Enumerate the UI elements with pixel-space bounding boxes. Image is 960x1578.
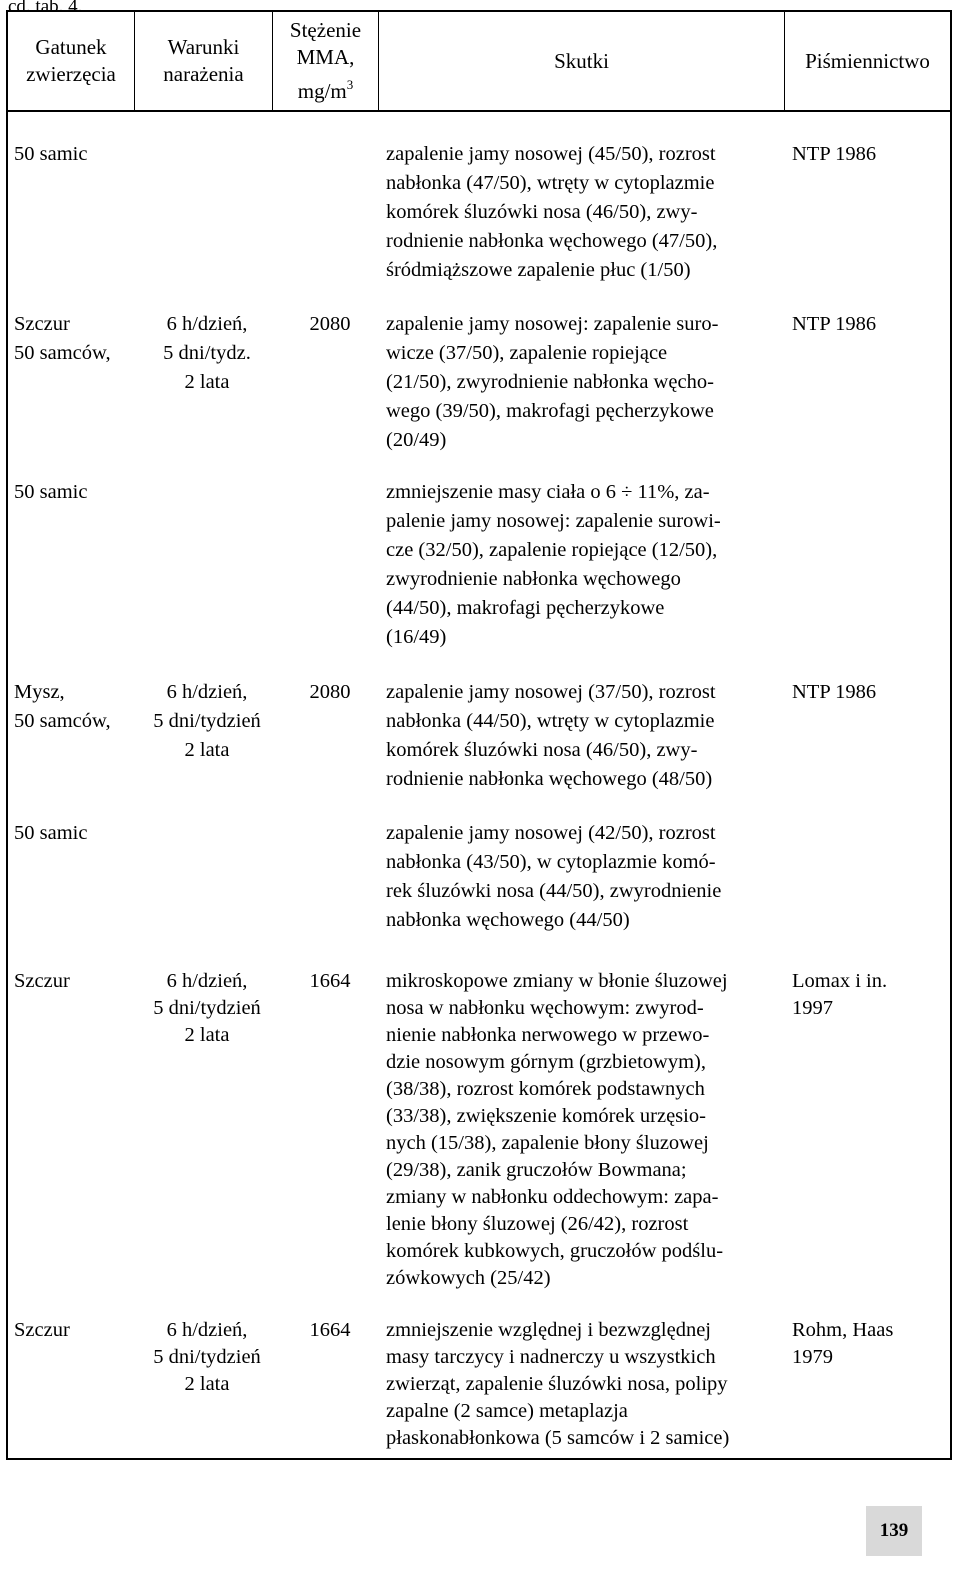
cell-conditions: 6 h/dzień, 5 dni/tydzień 2 lata <box>153 681 261 761</box>
cell-references: Rohm, Haas 1979 <box>792 1319 894 1368</box>
cell-species: 50 samic <box>14 822 88 844</box>
header-concentration <box>273 12 378 110</box>
cell-effects: zmniejszenie masy ciała o 6 ÷ 11%, za- palenie jamy nosowej: zapalenie surowi- cze (32/50), zapalenie ropiejące (12/50), zwyrodnienie nabłonka węchowego (44/50), makrofagi pęcherzykowe (16/49) <box>386 481 721 648</box>
cell-effects: zmniejszenie względnej i bezwzględnej masy tarczycy i nadnerczy u wszystkich zwierząt, zapalenie śluzówki nosa, polipy zapalne (2 samce) metaplazja płaskonabłonkowa (5 samców i 2 samice) <box>386 1319 730 1449</box>
cell-effects: zapalenie jamy nosowej: zapalenie suro- wicze (37/50), zapalenie ropiejące (21/50), zwyrodnienie nabłonka węcho- wego (39/50), makrofagi pęcherzykowe (20/49) <box>386 313 719 451</box>
cell-species: Mysz, 50 samców, <box>14 681 111 732</box>
table-caption: cd. tab. 4. <box>8 0 83 17</box>
cell-species: Szczur <box>14 970 70 992</box>
header-concentration-text: Stężenie MMA, mg/m <box>289 18 362 103</box>
cell-species: Szczur <box>14 1319 70 1341</box>
header-divider <box>6 110 952 112</box>
header-conditions: Warunki narażenia <box>163 35 244 86</box>
header-effects: Skutki <box>554 48 609 73</box>
cell-references: NTP 1986 <box>792 681 877 703</box>
cell-concentration: 1664 <box>309 970 351 992</box>
page-number: 139 <box>866 1506 922 1556</box>
cell-concentration: 2080 <box>309 313 351 335</box>
header-concentration-exponent: 3 <box>346 77 354 92</box>
cell-references: NTP 1986 <box>792 143 877 165</box>
cell-conditions: 6 h/dzień, 5 dni/tydzień 2 lata <box>153 970 261 1046</box>
cell-species: 50 samic <box>14 143 88 165</box>
cell-effects: zapalenie jamy nosowej (42/50), rozrost nabłonka (43/50), w cytoplazmie komó- rek śluzówki nosa (44/50), zwyrodnienie nabłonka węchowego (44/50) <box>386 822 722 931</box>
cell-effects: zapalenie jamy nosowej (45/50), rozrost nabłonka (47/50), wtręty w cytoplazmie komórek śluzówki nosa (46/50), zwy- rodnienie nabłonka węchowego (47/50), śródmiąższowe zapalenie płuc (1/50) <box>386 143 718 281</box>
cell-species: Szczur 50 samców, <box>14 313 111 364</box>
header-species: Gatunek zwierzęcia <box>26 35 116 86</box>
cell-concentration: 2080 <box>309 681 351 703</box>
cell-conditions: 6 h/dzień, 5 dni/tydzień 2 lata <box>153 1319 261 1395</box>
cell-effects: mikroskopowe zmiany w błonie śluzowej nosa w nabłonku węchowym: zwyrod- nienie nabłonka nerwowego w przewo- dzie nosowym górnym (grzbietowym), (38/38), rozrost komórek podstawnych (33/38), zwiększenie komórek urzęsio- nych (15/38), zapalenie błony śluzowej (29/38), zanik gruczołów Bowmana; zmiany w nabłonku oddechowym: zapa- lenie błony śluzowej (26/42), rozrost komórek kubkowych, gruczołów podślu- zówkowych (25/42) <box>386 970 728 1289</box>
cell-concentration: 1664 <box>309 1319 351 1341</box>
cell-species: 50 samic <box>14 481 88 503</box>
cell-effects: zapalenie jamy nosowej (37/50), rozrost nabłonka (44/50), wtręty w cytoplazmie komórek śluzówki nosa (46/50), zwy- rodnienie nabłonka węchowego (48/50) <box>386 681 716 790</box>
header-references: Piśmiennictwo <box>805 48 930 73</box>
cell-references: NTP 1986 <box>792 313 877 335</box>
cell-conditions: 6 h/dzień, 5 dni/tydz. 2 lata <box>163 313 251 393</box>
cell-references: Lomax i in. 1997 <box>792 970 888 1019</box>
